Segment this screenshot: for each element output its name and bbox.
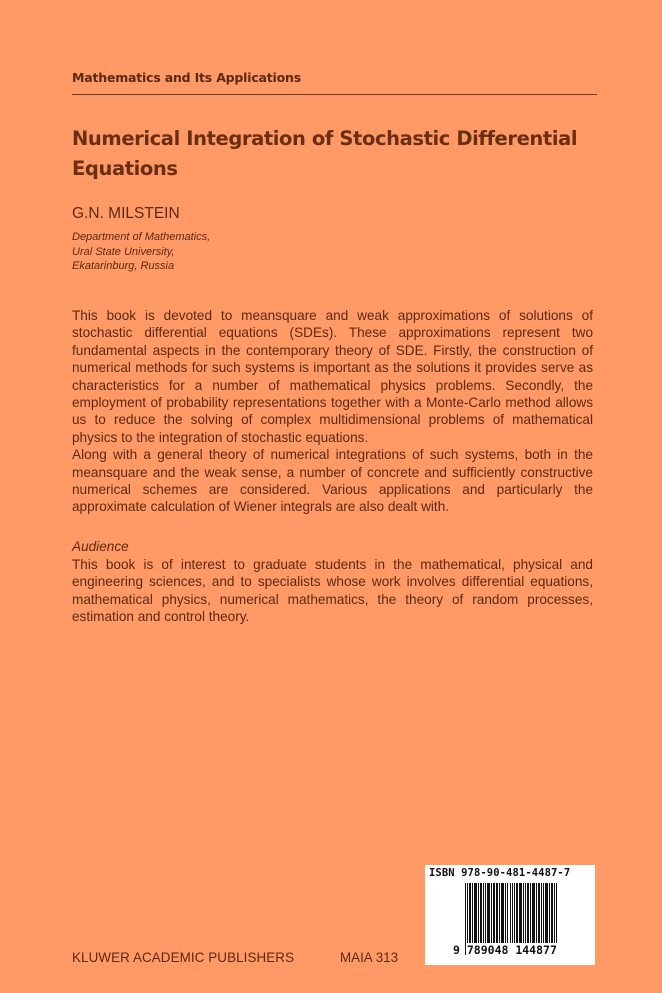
book-title [72,124,612,184]
title-line-1: Numerical Integration of Stochastic Differential [72,127,578,150]
series-rule [72,94,597,95]
ean-digits: 789048 144877 [466,943,557,957]
audience-heading: Audience [72,539,129,554]
affiliation-line-2: Ural State University, [72,245,175,258]
ean-number [453,943,557,957]
author-name: G.N. MILSTEIN [72,205,180,222]
author-affiliation [72,230,210,274]
audience-paragraph: This book is of interest to graduate students in the mathematical, physical and engineering sciences, and to specialists whose work involves differential equations, mathematical physics, numerical mathematics, the theory of random processes, estimation and control theory. [72,557,593,625]
book-description [72,307,593,516]
description-paragraph-2: Along with a general theory of numerical integrations of such systems, both in the meansquare and the weak sense, a number of concrete and sufficiently constructive numerical schemes are considered. Various applications and particularly the approximate calculation of Wiener integrals are also dealt with. [72,447,593,515]
series-name: Mathematics and Its Applications [72,70,301,85]
series-number: MAIA 313 [340,950,399,965]
ean-first-digit: 9 [453,943,460,957]
barcode-box [425,865,595,965]
affiliation-line-1: Department of Mathematics, [72,231,211,243]
audience-text [72,556,593,626]
description-paragraph-1: This book is devoted to meansquare and weak approximations of solutions of stochastic differential equations (SDEs). These approximations represent two fundamental aspects in the contemporary theory of SDE. Firstly, the construction of numerical methods for such systems is important as the solutions it provides serve as characteristics for a number of mathematical physics problems. Secondly, the employment of probability representations together with a Monte-Carlo method allows us to reduce the solving of complex multidimensional problems of mathematical physics to the integration of stochastic equations. [72,308,593,445]
publisher-name: KLUWER ACADEMIC PUBLISHERS [72,950,295,965]
title-line-2: Equations [72,157,178,180]
isbn-label: ISBN 978-90-481-4487-7 [429,867,571,879]
affiliation-line-3: Ekatarinburg, Russia [72,260,175,272]
